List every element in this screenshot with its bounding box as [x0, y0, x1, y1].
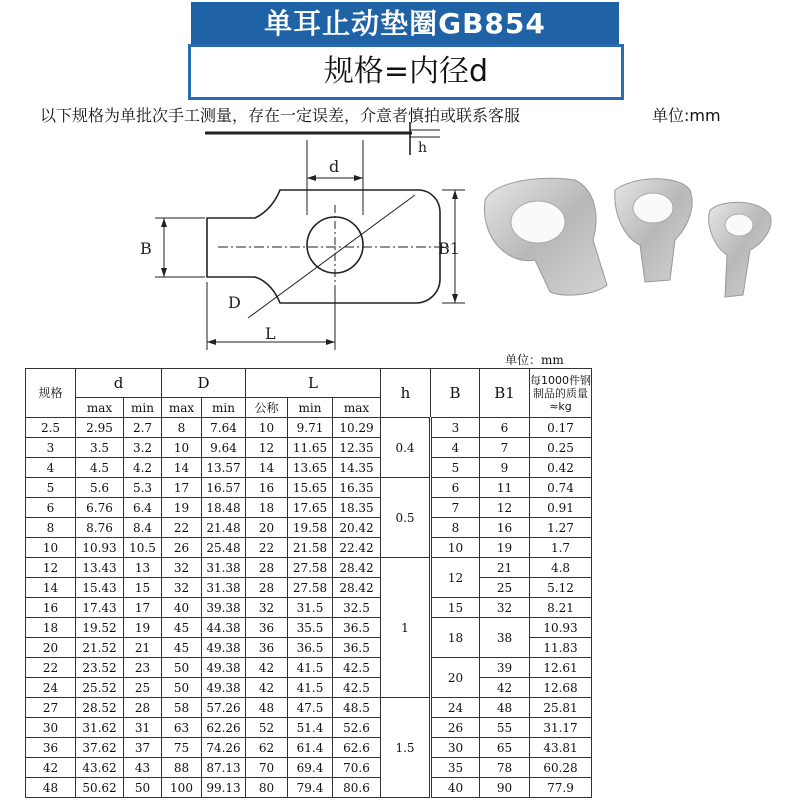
cell-spec: 12 [26, 558, 76, 578]
cell-D-min: 31.38 [202, 578, 246, 598]
cell-spec: 22 [26, 658, 76, 678]
cell-spec: 48 [26, 778, 76, 798]
cell-spec: 20 [26, 638, 76, 658]
cell-D-max: 32 [162, 558, 202, 578]
cell-B: 3 [431, 418, 480, 438]
cell-d-max: 21.52 [76, 638, 124, 658]
cell-L-nominal: 36 [246, 638, 288, 658]
cell-spec: 42 [26, 758, 76, 778]
table-row [26, 598, 592, 618]
cell-B: 12 [431, 558, 480, 598]
cell-B1: 38 [480, 618, 530, 658]
cell-L-max: 36.5 [333, 618, 381, 638]
cell-L-nominal: 48 [246, 698, 288, 718]
cell-B1: 19 [480, 538, 530, 558]
cell-L-min: 21.58 [288, 538, 333, 558]
cell-D-max: 40 [162, 598, 202, 618]
cell-d-min: 17 [124, 598, 162, 618]
cell-B1: 78 [480, 758, 530, 778]
cell-L-max: 22.42 [333, 538, 381, 558]
cell-d-min: 19 [124, 618, 162, 638]
cell-D-min: 57.26 [202, 698, 246, 718]
cell-mass: 1.7 [530, 538, 592, 558]
cell-spec: 18 [26, 618, 76, 638]
cell-D-min: 25.48 [202, 538, 246, 558]
cell-L-max: 18.35 [333, 498, 381, 518]
cell-mass: 31.17 [530, 718, 592, 738]
cell-D-min: 87.13 [202, 758, 246, 778]
cell-d-min: 13 [124, 558, 162, 578]
cell-B: 10 [431, 538, 480, 558]
cell-D-min: 31.38 [202, 558, 246, 578]
cell-d-min: 23 [124, 658, 162, 678]
cell-D-min: 9.64 [202, 438, 246, 458]
cell-L-max: 80.6 [333, 778, 381, 798]
cell-d-min: 6.4 [124, 498, 162, 518]
header-d: d [76, 369, 162, 398]
cell-B1: 25 [480, 578, 530, 598]
cell-L-nominal: 10 [246, 418, 288, 438]
cell-L-min: 36.5 [288, 638, 333, 658]
dim-label-D: D [228, 293, 241, 312]
header-D: D [162, 369, 246, 398]
cell-B1: 42 [480, 678, 530, 698]
cell-B1: 21 [480, 558, 530, 578]
cell-D-max: 50 [162, 678, 202, 698]
cell-D-min: 49.38 [202, 658, 246, 678]
cell-spec: 27 [26, 698, 76, 718]
cell-spec: 16 [26, 598, 76, 618]
cell-L-max: 28.42 [333, 578, 381, 598]
cell-D-max: 50 [162, 658, 202, 678]
header-L-nominal: 公称 [246, 398, 288, 418]
cell-B1: 11 [480, 478, 530, 498]
table-row [26, 778, 592, 798]
cell-B: 26 [431, 718, 480, 738]
cell-d-max: 13.43 [76, 558, 124, 578]
cell-B1: 16 [480, 518, 530, 538]
cell-D-min: 49.38 [202, 638, 246, 658]
cell-d-max: 37.62 [76, 738, 124, 758]
cell-D-min: 62.26 [202, 718, 246, 738]
cell-D-max: 8 [162, 418, 202, 438]
cell-mass: 4.8 [530, 558, 592, 578]
header-L-min: min [288, 398, 333, 418]
cell-d-min: 8.4 [124, 518, 162, 538]
cell-B1: 55 [480, 718, 530, 738]
cell-L-nominal: 14 [246, 458, 288, 478]
dim-label-L: L [265, 324, 276, 343]
cell-D-max: 100 [162, 778, 202, 798]
cell-D-min: 16.57 [202, 478, 246, 498]
cell-mass: 10.93 [530, 618, 592, 638]
cell-d-min: 3.2 [124, 438, 162, 458]
cell-L-nominal: 80 [246, 778, 288, 798]
cell-D-min: 99.13 [202, 778, 246, 798]
cell-L-nominal: 18 [246, 498, 288, 518]
cell-L-min: 35.5 [288, 618, 333, 638]
table-row [26, 678, 592, 698]
cell-L-min: 51.4 [288, 718, 333, 738]
table-unit-label: 单位：mm [505, 353, 564, 367]
cell-B1: 48 [480, 698, 530, 718]
cell-D-max: 58 [162, 698, 202, 718]
cell-B: 15 [431, 598, 480, 618]
cell-D-max: 75 [162, 738, 202, 758]
cell-d-max: 4.5 [76, 458, 124, 478]
table-row [26, 558, 592, 578]
cell-spec: 24 [26, 678, 76, 698]
cell-B: 7 [431, 498, 480, 518]
cell-L-min: 11.65 [288, 438, 333, 458]
cell-h: 0.4 [381, 418, 431, 478]
cell-B: 40 [431, 778, 480, 798]
cell-mass: 8.21 [530, 598, 592, 618]
cell-mass: 0.74 [530, 478, 592, 498]
cell-L-min: 31.5 [288, 598, 333, 618]
table-row [26, 698, 592, 718]
cell-B: 6 [431, 478, 480, 498]
table-row [26, 538, 592, 558]
cell-h: 0.5 [381, 478, 431, 558]
cell-mass: 5.12 [530, 578, 592, 598]
cell-d-max: 23.52 [76, 658, 124, 678]
cell-D-max: 63 [162, 718, 202, 738]
table-row [26, 438, 592, 458]
dim-label-h: h [418, 140, 428, 156]
cell-mass: 0.91 [530, 498, 592, 518]
header-spec: 规格 [26, 369, 76, 418]
cell-B1: 32 [480, 598, 530, 618]
cell-d-min: 31 [124, 718, 162, 738]
cell-mass: 0.17 [530, 418, 592, 438]
cell-L-nominal: 20 [246, 518, 288, 538]
cell-L-nominal: 28 [246, 578, 288, 598]
cell-D-min: 49.38 [202, 678, 246, 698]
cell-L-min: 41.5 [288, 658, 333, 678]
table-row [26, 458, 592, 478]
cell-d-max: 31.62 [76, 718, 124, 738]
header-L: L [246, 369, 381, 398]
cell-B1: 39 [480, 658, 530, 678]
header-B: B [431, 369, 480, 418]
header-d-min: min [124, 398, 162, 418]
header-B1: B1 [480, 369, 530, 418]
cell-D-max: 17 [162, 478, 202, 498]
cell-D-max: 14 [162, 458, 202, 478]
cell-L-max: 14.35 [333, 458, 381, 478]
cell-d-min: 21 [124, 638, 162, 658]
cell-mass: 43.81 [530, 738, 592, 758]
cell-d-max: 28.52 [76, 698, 124, 718]
cell-L-min: 79.4 [288, 778, 333, 798]
cell-d-max: 3.5 [76, 438, 124, 458]
cell-spec: 3 [26, 438, 76, 458]
cell-D-min: 7.64 [202, 418, 246, 438]
cell-d-max: 19.52 [76, 618, 124, 638]
cell-spec: 8 [26, 518, 76, 538]
cell-B: 35 [431, 758, 480, 778]
header-L-max: max [333, 398, 381, 418]
title-banner: 单耳止动垫圈GB854 [191, 2, 619, 46]
cell-L-nominal: 42 [246, 678, 288, 698]
cell-spec: 36 [26, 738, 76, 758]
cell-d-min: 15 [124, 578, 162, 598]
cell-L-nominal: 62 [246, 738, 288, 758]
table-row [26, 418, 592, 438]
cell-L-nominal: 16 [246, 478, 288, 498]
cell-D-min: 39.38 [202, 598, 246, 618]
cell-L-min: 69.4 [288, 758, 333, 778]
cell-d-min: 25 [124, 678, 162, 698]
cell-L-nominal: 52 [246, 718, 288, 738]
cell-d-min: 28 [124, 698, 162, 718]
cell-D-max: 22 [162, 518, 202, 538]
cell-d-min: 4.2 [124, 458, 162, 478]
dim-label-B: B [140, 239, 152, 258]
cell-d-min: 10.5 [124, 538, 162, 558]
cell-B: 8 [431, 518, 480, 538]
cell-L-max: 36.5 [333, 638, 381, 658]
cell-d-max: 5.6 [76, 478, 124, 498]
cell-B: 24 [431, 698, 480, 718]
cell-L-max: 62.6 [333, 738, 381, 758]
dim-label-B1: B1 [438, 239, 460, 258]
cell-B1: 90 [480, 778, 530, 798]
table-row [26, 478, 592, 498]
cell-spec: 30 [26, 718, 76, 738]
cell-mass: 0.42 [530, 458, 592, 478]
header-d-max: max [76, 398, 124, 418]
cell-d-max: 17.43 [76, 598, 124, 618]
cell-L-nominal: 28 [246, 558, 288, 578]
cell-d-max: 43.62 [76, 758, 124, 778]
cell-L-min: 27.58 [288, 578, 333, 598]
cell-L-max: 42.5 [333, 678, 381, 698]
cell-L-max: 52.6 [333, 718, 381, 738]
cell-L-min: 9.71 [288, 418, 333, 438]
cell-L-min: 47.5 [288, 698, 333, 718]
cell-D-max: 19 [162, 498, 202, 518]
cell-L-nominal: 12 [246, 438, 288, 458]
header-D-min: min [202, 398, 246, 418]
cell-spec: 4 [26, 458, 76, 478]
cell-d-min: 43 [124, 758, 162, 778]
cell-mass: 0.25 [530, 438, 592, 458]
cell-B: 30 [431, 738, 480, 758]
cell-d-min: 37 [124, 738, 162, 758]
table-row [26, 618, 592, 638]
cell-L-max: 42.5 [333, 658, 381, 678]
subtitle-box: 规格=内径d [188, 44, 624, 100]
cell-D-max: 45 [162, 638, 202, 658]
table-row [26, 738, 592, 758]
cell-D-min: 74.26 [202, 738, 246, 758]
cell-D-min: 21.48 [202, 518, 246, 538]
measurement-note: 以下规格为单批次手工测量，存在一定误差，介意者慎拍或联系客服 [40, 106, 521, 125]
cell-mass: 77.9 [530, 778, 592, 798]
unit-label: 单位:mm [652, 106, 721, 125]
cell-spec: 6 [26, 498, 76, 518]
cell-D-max: 88 [162, 758, 202, 778]
table-row [26, 518, 592, 538]
cell-L-min: 41.5 [288, 678, 333, 698]
cell-D-max: 26 [162, 538, 202, 558]
cell-d-min: 50 [124, 778, 162, 798]
product-photo [475, 170, 785, 310]
cell-spec: 2.5 [26, 418, 76, 438]
table-row [26, 658, 592, 678]
cell-L-max: 28.42 [333, 558, 381, 578]
cell-L-max: 10.29 [333, 418, 381, 438]
cell-B: 4 [431, 438, 480, 458]
table-row [26, 498, 592, 518]
cell-B1: 7 [480, 438, 530, 458]
cell-B1: 6 [480, 418, 530, 438]
cell-L-max: 16.35 [333, 478, 381, 498]
cell-L-max: 70.6 [333, 758, 381, 778]
header-h: h [381, 369, 431, 418]
table-row [26, 718, 592, 738]
cell-spec: 10 [26, 538, 76, 558]
cell-L-max: 20.42 [333, 518, 381, 538]
cell-D-min: 44.38 [202, 618, 246, 638]
cell-L-min: 61.4 [288, 738, 333, 758]
cell-L-min: 13.65 [288, 458, 333, 478]
dim-label-d: d [329, 157, 340, 176]
cell-L-max: 48.5 [333, 698, 381, 718]
cell-d-max: 50.62 [76, 778, 124, 798]
cell-d-min: 5.3 [124, 478, 162, 498]
cell-B1: 65 [480, 738, 530, 758]
header-D-max: max [162, 398, 202, 418]
cell-B1: 9 [480, 458, 530, 478]
cell-L-max: 32.5 [333, 598, 381, 618]
cell-D-min: 18.48 [202, 498, 246, 518]
header-mass: 每1000件钢制品的质量≈kg [530, 369, 592, 418]
cell-d-max: 6.76 [76, 498, 124, 518]
cell-L-nominal: 42 [246, 658, 288, 678]
table-row [26, 578, 592, 598]
cell-h: 1.5 [381, 698, 431, 798]
cell-L-min: 27.58 [288, 558, 333, 578]
cell-L-min: 15.65 [288, 478, 333, 498]
cell-B: 5 [431, 458, 480, 478]
table-row [26, 758, 592, 778]
cell-mass: 11.83 [530, 638, 592, 658]
cell-mass: 25.81 [530, 698, 592, 718]
cell-D-max: 32 [162, 578, 202, 598]
cell-spec: 14 [26, 578, 76, 598]
cell-L-nominal: 22 [246, 538, 288, 558]
cell-d-max: 15.43 [76, 578, 124, 598]
cell-mass: 12.68 [530, 678, 592, 698]
cell-d-max: 8.76 [76, 518, 124, 538]
cell-h: 1 [381, 558, 431, 698]
cell-d-max: 10.93 [76, 538, 124, 558]
cell-d-min: 2.7 [124, 418, 162, 438]
cell-B: 20 [431, 658, 480, 698]
cell-d-max: 25.52 [76, 678, 124, 698]
cell-D-max: 45 [162, 618, 202, 638]
spec-table [25, 368, 592, 798]
cell-B: 18 [431, 618, 480, 658]
cell-mass: 60.28 [530, 758, 592, 778]
cell-d-max: 2.95 [76, 418, 124, 438]
cell-L-nominal: 70 [246, 758, 288, 778]
cell-spec: 5 [26, 478, 76, 498]
cell-D-min: 13.57 [202, 458, 246, 478]
cell-L-nominal: 32 [246, 598, 288, 618]
cell-D-max: 10 [162, 438, 202, 458]
cell-mass: 1.27 [530, 518, 592, 538]
cell-B1: 12 [480, 498, 530, 518]
cell-L-max: 12.35 [333, 438, 381, 458]
cell-L-min: 17.65 [288, 498, 333, 518]
cell-L-min: 19.58 [288, 518, 333, 538]
cell-mass: 12.61 [530, 658, 592, 678]
cell-L-nominal: 36 [246, 618, 288, 638]
